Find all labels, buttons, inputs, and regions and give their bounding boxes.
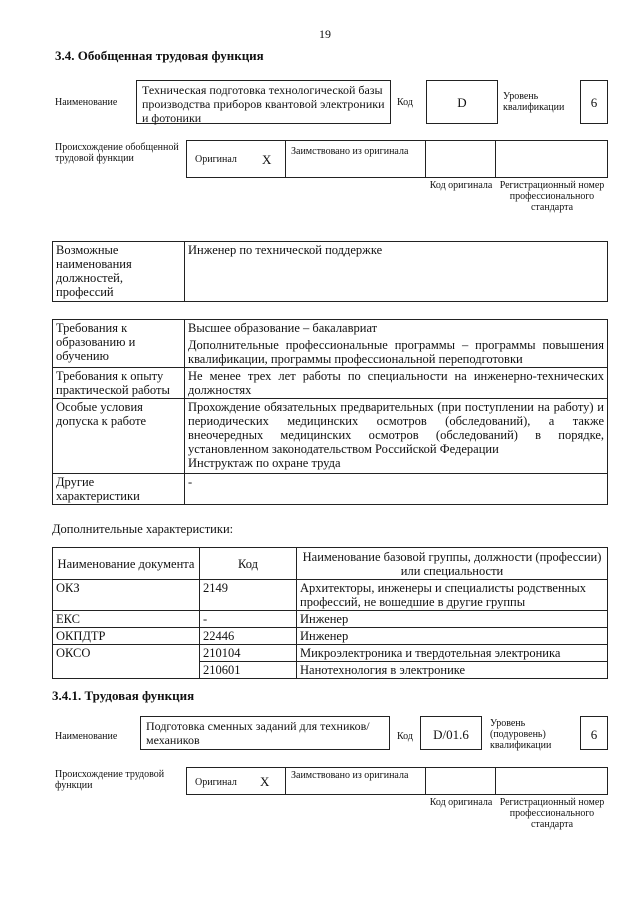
table-cell: 22446	[200, 628, 297, 645]
req-line: Не менее трех лет работы по специальности на инженерно-технических должностях	[185, 368, 608, 399]
level-label: Уровень (подуровень) квалификации	[490, 718, 552, 751]
req-label: Другие характеристики	[53, 474, 185, 505]
code-original-caption: Код оригинала	[429, 180, 493, 191]
req-line: Дополнительные профессиональные программы – программы повышения квалификации, программы профессиональной переподготовки	[188, 338, 604, 366]
req-line: Высшее образование – бакалавриат	[188, 321, 378, 335]
table-row	[53, 645, 608, 662]
reg-number-caption: Регистрационный номер профессионального стандарта	[499, 797, 605, 830]
requirements-table	[52, 319, 608, 505]
table-cell: -	[200, 611, 297, 628]
extra-table	[52, 547, 608, 679]
original-label: Оригинал	[195, 154, 237, 165]
table-row	[53, 611, 608, 628]
req-label: Требования к образованию и обучению	[53, 320, 185, 368]
req-line: -	[185, 474, 608, 505]
table-cell: 210601	[200, 662, 297, 679]
table-cell: Нанотехнология в электронике	[297, 662, 608, 679]
reg-number-caption: Регистрационный номер профессионального стандарта	[499, 180, 605, 213]
column-header: Код	[200, 548, 297, 580]
table-cell: ОКСО	[53, 645, 200, 679]
table-cell: Инженер	[297, 611, 608, 628]
table-row	[53, 580, 608, 611]
table-cell: Микроэлектроника и твердотельная электроника	[297, 645, 608, 662]
origin-label: Происхождение трудовой функции	[55, 769, 165, 791]
level-value-box: 6	[580, 716, 608, 750]
code-original-caption: Код оригинала	[429, 797, 493, 808]
borrowed-label: Заимствовано из оригинала	[291, 146, 409, 157]
extra-title: Дополнительные характеристики:	[52, 522, 234, 536]
subsection-title: 3.4.1. Трудовая функция	[52, 688, 195, 703]
positions-value: Инженер по технической поддержке	[185, 242, 608, 302]
table-cell: 210104	[200, 645, 297, 662]
divider	[425, 768, 426, 794]
original-label: Оригинал	[195, 777, 237, 788]
divider	[285, 768, 286, 794]
name-label: Наименование	[55, 97, 118, 108]
level-value-box: 6	[580, 80, 608, 124]
divider	[285, 141, 286, 177]
req-label: Особые условия допуска к работе	[53, 399, 185, 474]
function-name-box: Подготовка сменных заданий для техников/механиков	[140, 716, 390, 750]
table-cell: ОКЗ	[53, 580, 200, 611]
req-label: Требования к опыту практической работы	[53, 368, 185, 399]
code-label: Код	[397, 97, 413, 108]
original-mark: X	[260, 774, 270, 789]
origin-row	[186, 140, 608, 178]
positions-label: Возможные наименования должностей, профессий	[53, 242, 185, 302]
origin-row	[186, 767, 608, 795]
section-title: 3.4. Обобщенная трудовая функция	[55, 48, 264, 63]
divider	[495, 141, 496, 177]
table-cell: 2149	[200, 580, 297, 611]
function-name-box: Техническая подготовка технологической базы производства приборов квантовой электроники и фотоники	[136, 80, 391, 124]
column-header: Наименование базовой группы, должности (профессии) или специальности	[297, 548, 608, 580]
code-value-box: D/01.6	[420, 716, 482, 750]
table-cell: Архитекторы, инженеры и специалисты родственных профессий, не вошедшие в другие группы	[297, 580, 608, 611]
code-label: Код	[397, 731, 413, 742]
table-cell: ЕКС	[53, 611, 200, 628]
original-mark: X	[262, 152, 272, 167]
divider	[495, 768, 496, 794]
table-cell: Инженер	[297, 628, 608, 645]
table-cell: ОКПДТР	[53, 628, 200, 645]
page-number: 19	[319, 27, 331, 41]
table-row	[53, 628, 608, 645]
code-value-box: D	[426, 80, 498, 124]
level-label: Уровень квалификации	[503, 91, 565, 113]
divider	[425, 141, 426, 177]
origin-label: Происхождение обобщенной трудовой функции	[55, 142, 179, 164]
positions-table	[52, 241, 608, 302]
req-line: Инструктаж по охране труда	[188, 456, 341, 470]
req-line: Прохождение обязательных предварительных (при поступлении на работу) и периодических медицинских осмотров (обследований), а также внеочередных медицинских осмотров (обследований) в порядке, установленном законодательством Российской Федерации	[188, 400, 604, 456]
borrowed-label: Заимствовано из оригинала	[291, 770, 409, 781]
column-header: Наименование документа	[53, 548, 200, 580]
name-label: Наименование	[55, 731, 118, 742]
